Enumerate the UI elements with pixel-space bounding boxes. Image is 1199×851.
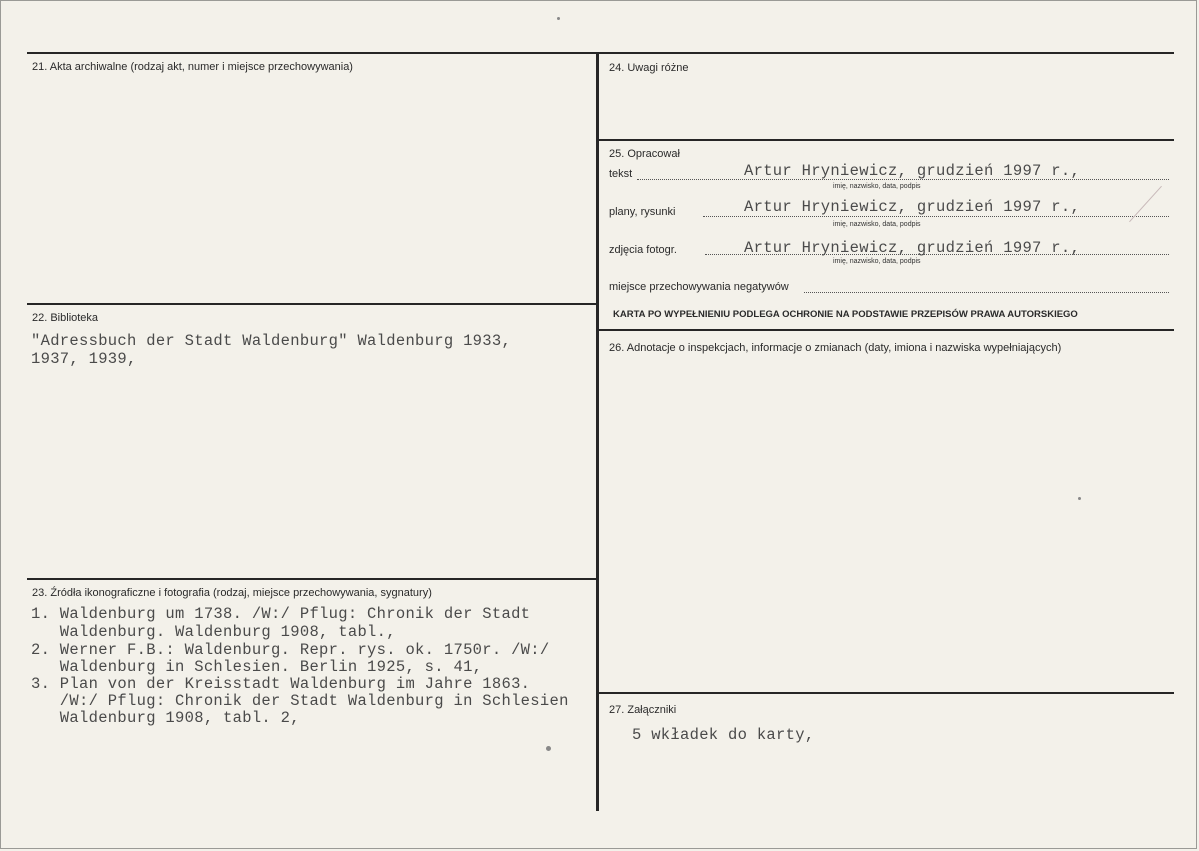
section-22-heading: 22. Biblioteka <box>32 312 99 324</box>
section-25-heading: 25. Opracował <box>609 148 680 160</box>
rule-26 <box>597 329 1174 331</box>
source-line: Waldenburg in Schlesien. Berlin 1925, s. 41, <box>31 658 483 676</box>
plans-author-value: Artur Hryniewicz, grudzień 1997 r., <box>744 198 1081 216</box>
attachments-value: 5 wkładek do karty, <box>632 726 815 744</box>
negatives-line <box>804 292 1169 293</box>
library-entry-line: "Adressbuch der Stadt Waldenburg" Waldenburg 1933, <box>31 332 512 350</box>
rule-23 <box>27 578 598 580</box>
rule-25 <box>597 139 1174 141</box>
section-24-heading: 24. Uwagi różne <box>609 62 689 74</box>
source-line: 2. Werner F.B.: Waldenburg. Repr. rys. ok. 1750r. /W:/ <box>31 641 550 659</box>
section-26-heading: 26. Adnotacje o inspekcjach, informacje o zmianach (daty, imiona i nazwiska wypełniających) <box>609 342 1062 354</box>
center-divider <box>596 52 599 811</box>
plans-author-label: plany, rysunki <box>609 206 676 218</box>
source-line: Waldenburg 1908, tabl. 2, <box>31 709 300 727</box>
plans-author-line <box>703 216 1169 217</box>
source-line: Waldenburg. Waldenburg 1908, tabl., <box>31 623 396 641</box>
paper-speck <box>546 746 551 751</box>
section-21-heading: 21. Akta archiwalne (rodzaj akt, numer i miejsce przechowywania) <box>32 61 353 73</box>
photos-author-label: zdjęcia fotogr. <box>609 244 677 256</box>
negatives-label: miejsce przechowywania negatywów <box>609 281 789 293</box>
text-author-value: Artur Hryniewicz, grudzień 1997 r., <box>744 162 1081 180</box>
text-author-label: tekst <box>609 168 633 180</box>
section-23-heading: 23. Źródła ikonograficzne i fotografia (rodzaj, miejsce przechowywania, sygnatury) <box>32 587 432 599</box>
rule-22 <box>27 303 598 305</box>
source-line: 1. Waldenburg um 1738. /W:/ Pflug: Chronik der Stadt <box>31 605 531 623</box>
paper-speck <box>1078 497 1081 500</box>
photos-author-caption: imię, nazwisko, data, podpis <box>833 258 921 265</box>
library-entry-line: 1937, 1939, <box>31 350 137 368</box>
section-27-heading: 27. Załączniki <box>609 704 677 716</box>
source-line: /W:/ Pflug: Chronik der Stadt Waldenburg in Schlesien <box>31 692 569 710</box>
plans-author-caption: imię, nazwisko, data, podpis <box>833 221 921 228</box>
text-author-caption: imię, nazwisko, data, podpis <box>833 183 921 190</box>
paper-speck <box>557 17 560 20</box>
copyright-notice: KARTA PO WYPEŁNIENIU PODLEGA OCHRONIE NA PODSTAWIE PRZEPISÓW PRAWA AUTORSKIEGO <box>613 309 1078 320</box>
photos-author-value: Artur Hryniewicz, grudzień 1997 r., <box>744 239 1081 257</box>
rule-27 <box>597 692 1174 694</box>
top-rule <box>27 52 1174 54</box>
source-line: 3. Plan von der Kreisstadt Waldenburg im Jahre 1863. <box>31 675 531 693</box>
